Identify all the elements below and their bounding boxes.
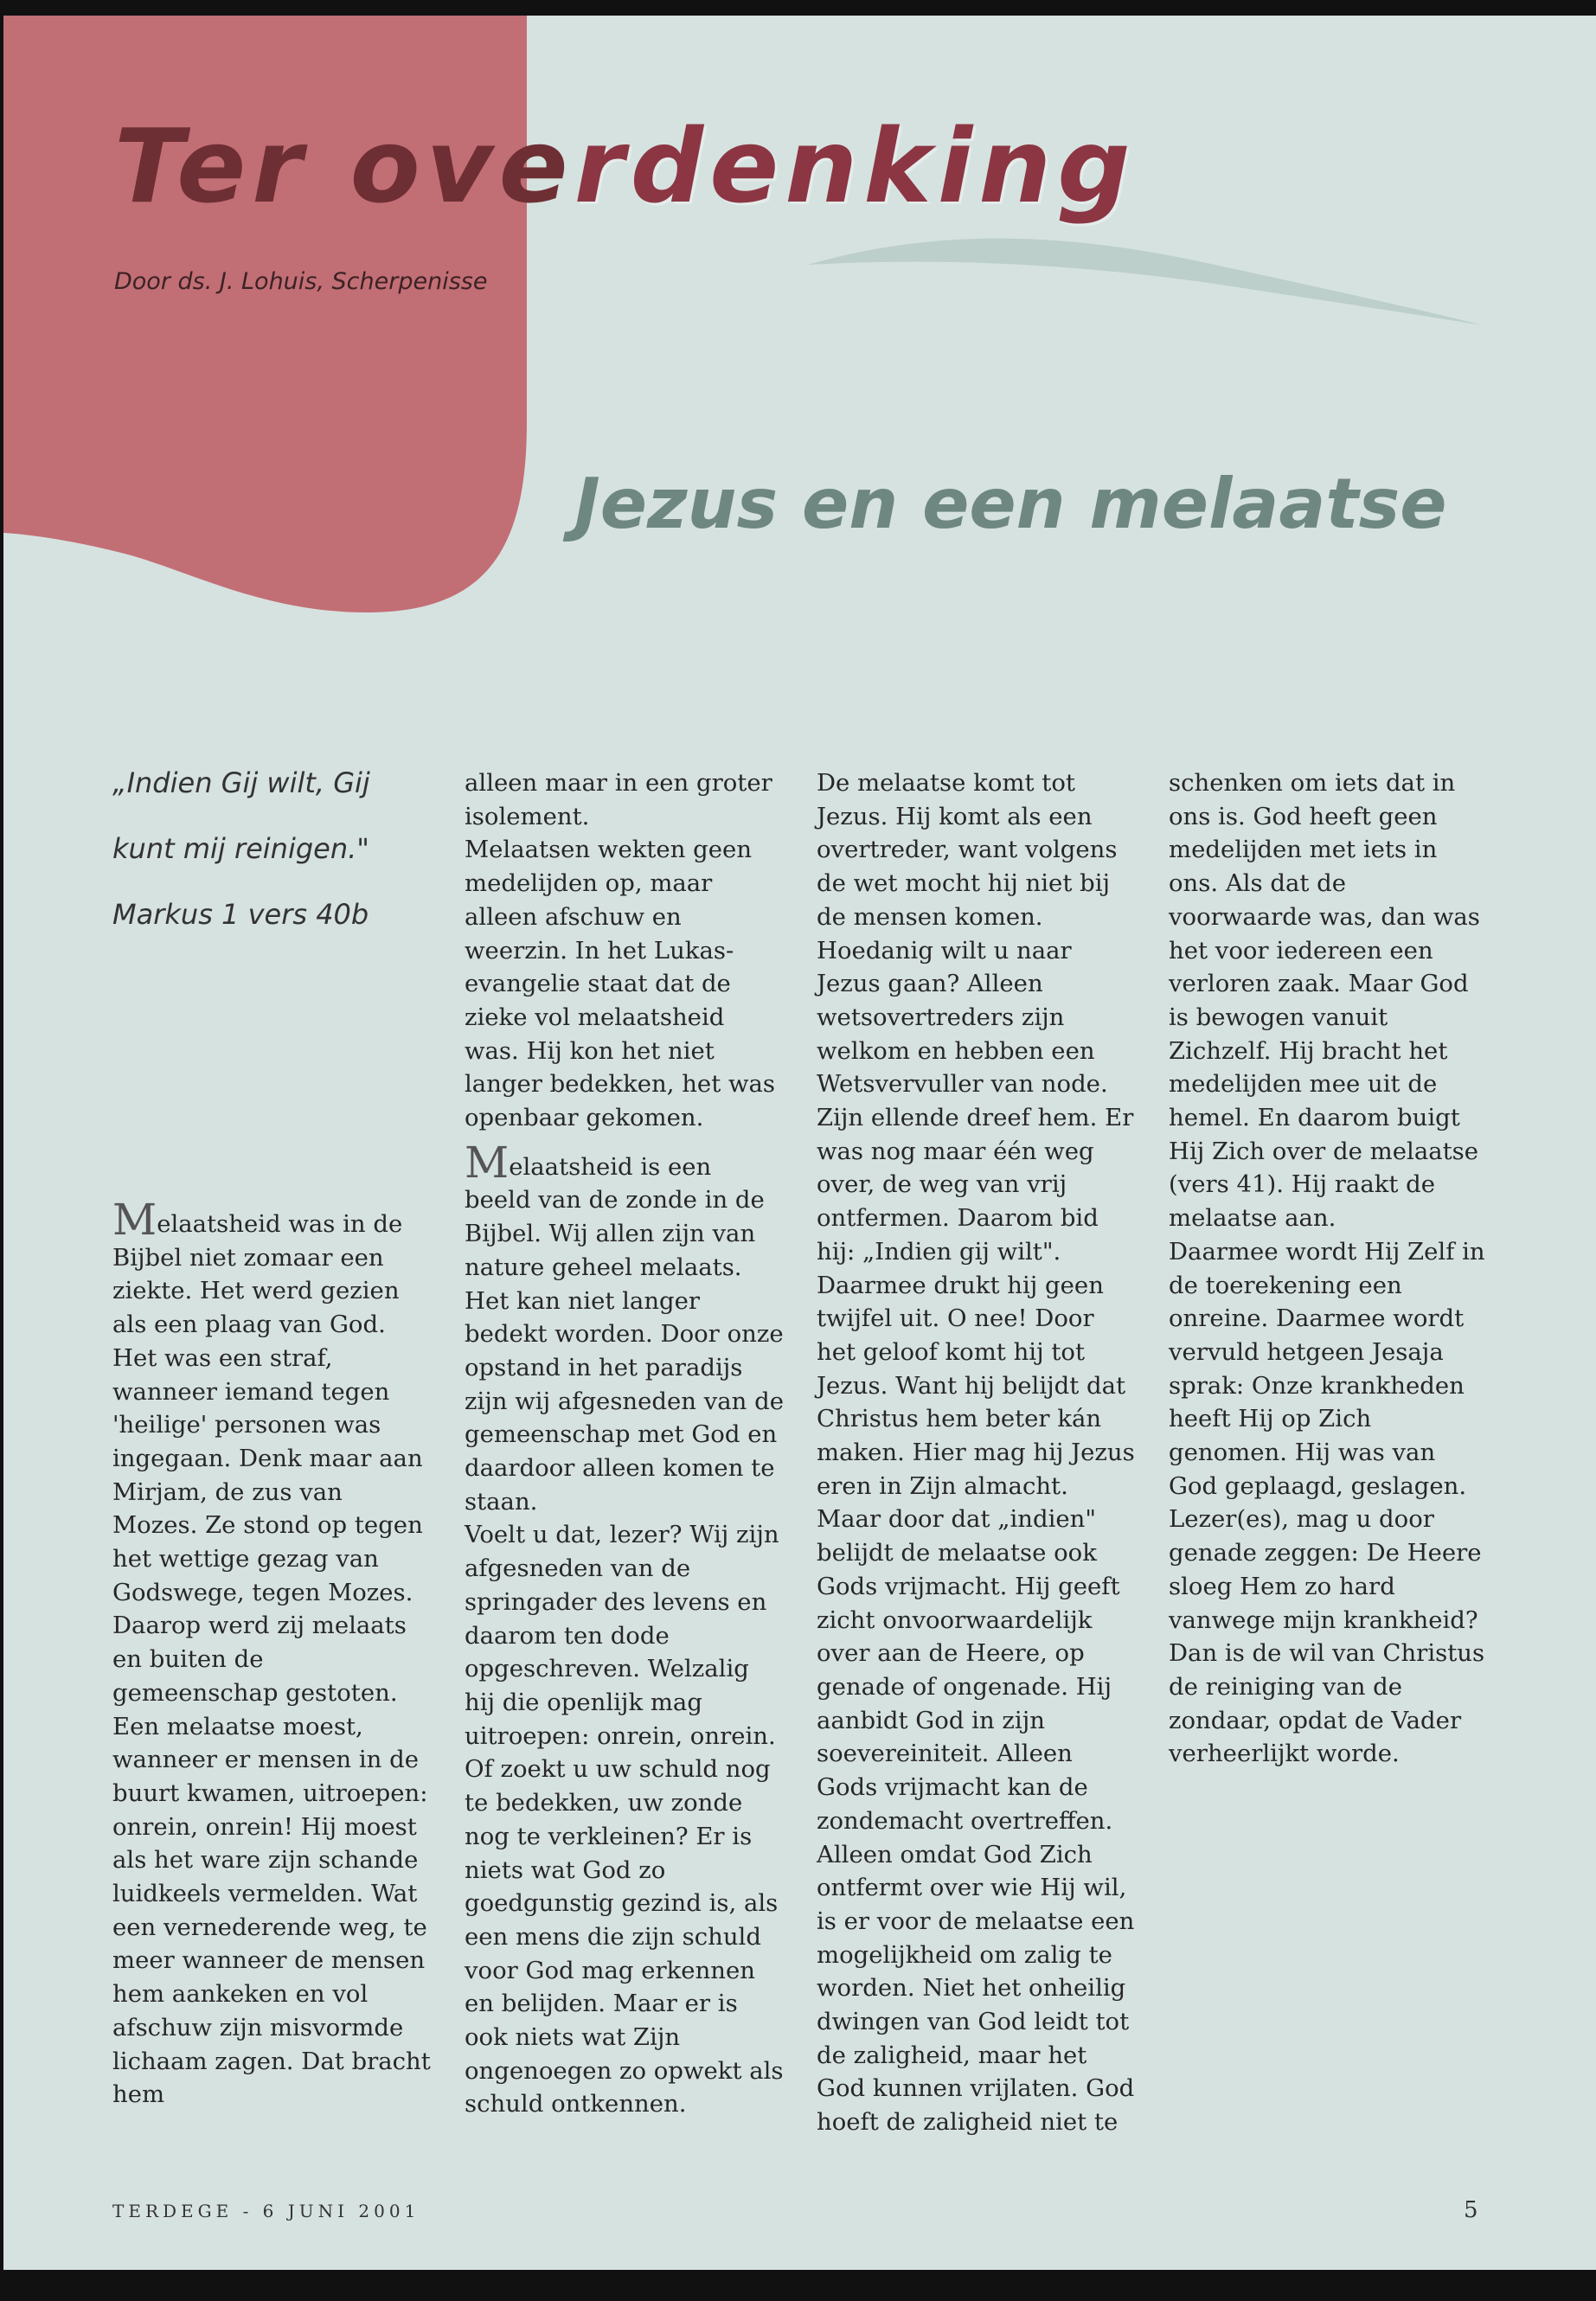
drop-cap: M [112, 1195, 157, 1245]
drop-cap: M [465, 1137, 510, 1188]
section-title [114, 106, 1137, 226]
text-column-1 [112, 766, 433, 2112]
text-column-4 [1169, 766, 1489, 1771]
paragraph: Daarmee wordt Hij Zelf in de toerekening een onreine. Daarmee wordt vervuld hetgeen Jesaja sprak: Onze krankheden heeft Hij op Zich genomen. Hij was van God geplaagd, geslagen. [1169, 1237, 1485, 1500]
text-column-2 [465, 766, 785, 2121]
swoosh-path [808, 239, 1483, 325]
paragraph-text: elaatsheid was in de Bijbel niet zomaar een ziekte. Het werd gezien als een plaag van God. Het was een straf, wanneer iemand tegen 'heilige' personen was ingegaan. Denk maar aan Mirjam, de zus van Mozes. Ze stond op tegen het wettige gezag van Godswege, tegen Mozes. Daarop werd zij melaats en buiten de gemeenschap gestoten. [112, 1210, 423, 1707]
quote-line-2: kunt mij reinigen." [112, 832, 370, 865]
paragraph: De melaatse komt tot Jezus. Hij komt als een overtreder, want volgens de wet mocht hij niet bij de mensen komen. Hoedanig wilt u naar Jezus gaan? Alleen wetsovertreders zijn welkom en hebben een Wetsvervuller van node. Zijn ellende dreef hem. Er was nog maar één weg over, de weg van vrij ontfermen. Daarom bid hij: „Indien gij wilt". Daarmee drukt hij geen twijfel uit. O nee! Door het geloof komt hij tot Jezus. Want hij belijdt dat Christus hem beter kán maken. Hier mag hij Jezus eren in Zijn almacht. Maar door dat „indien" belijdt de melaatse ook Gods vrijmacht. Hij geeft zicht onvoorwaardelijk over aan de Heere, op genade of ongenade. Hij aanbidt God in zijn soevereiniteit. Alleen Gods vrijmacht kan de zondemacht overtreffen. Alleen omdat God Zich ontfermt over wie Hij wil, is er voor de melaatse een mogelijkheid om zalig te worden. Niet het onheilig dwingen van God leidt tot de zaligheid, maar het God kunnen vrijlaten. God hoeft de zaligheid niet te [817, 769, 1135, 2137]
quote-line-1: „Indien Gij wilt, Gij [112, 766, 370, 799]
paragraph [465, 1137, 785, 1519]
publication-footer: TERDEGE - 6 JUNI 2001 [112, 2201, 420, 2221]
paragraph: Een melaatse moest, wanneer er mensen in de buurt kwamen, uitroepen: onrein, onrein! Hij moest als het ware zijn schande luidkeels vermelden. Wat een vernederende weg, te meer wanneer de mensen hem aankeken en vol afschuw zijn misvormde lichaam zagen. Dat bracht hem [112, 1712, 431, 2109]
magazine-page [3, 16, 1596, 2270]
paragraph [112, 1195, 433, 1710]
quote-reference: Markus 1 vers 40b [112, 898, 369, 931]
paragraph-text: elaatsheid is een beeld van de zonde in de Bijbel. Wij allen zijn van nature geheel melaats. Het kan niet langer bedekt worden. Door onze opstand in het paradijs zijn wij afgesneden van de gemeenschap met God en daardoor alleen komen te staan. [465, 1152, 785, 1516]
paragraph: Melaatsen wekten geen medelijden op, maar alleen afschuw en weerzin. In het Lukas-evangelie staat dat de zieke vol melaatsheid was. Hij kon het niet langer bedekken, het was openbaar gekomen. [465, 836, 776, 1132]
article-title: Jezus en een melaatse [574, 464, 1447, 544]
page-number: 5 [1464, 2197, 1478, 2223]
header-shape-path [3, 16, 527, 612]
section-title-part2: rdenking [574, 106, 1137, 226]
paragraph: Lezer(es), mag u door genade zeggen: De Heere sloeg Hem zo hard vanwege mijn krankheid? Dan is de wil van Christus de reiniging van de zondaar, opdat de Vader verheerlijkt worde. [1169, 1505, 1485, 1768]
paragraph: Voelt u dat, lezer? Wij zijn afgesneden van de springader des levens en daarom ten dode opgeschreven. Welzalig hij die openlijk mag uitroepen: onrein, onrein. Of zoekt u uw schuld nog te bedekken, uw zonde nog te verkleinen? Er is niets wat God zo goedgunstig gezind is, als een mens die zijn schuld voor God mag erkennen en belijden. Maar er is ook niets wat Zijn ongenoegen zo opwekt als schuld ontkennen. [465, 1521, 784, 2118]
author-byline: Door ds. J. Lohuis, Scherpenisse [114, 268, 488, 295]
text-column-3 [817, 766, 1137, 2139]
section-title-part1: Ter ove [114, 106, 574, 226]
paragraph: alleen maar in een groter isolement. [465, 769, 772, 830]
decorative-swoosh [808, 223, 1483, 344]
scripture-quote [112, 766, 433, 931]
paragraph: schenken om iets dat in ons is. God heeft geen medelijden met iets in ons. Als dat de voorwaarde was, dan was het voor iedereen een verloren zaak. Maar God is bewogen vanuit Zichzelf. Hij bracht het medelijden mee uit de hemel. En daarom buigt Hij Zich over de melaatse (vers 41). Hij raakt de melaatse aan. [1169, 769, 1480, 1233]
